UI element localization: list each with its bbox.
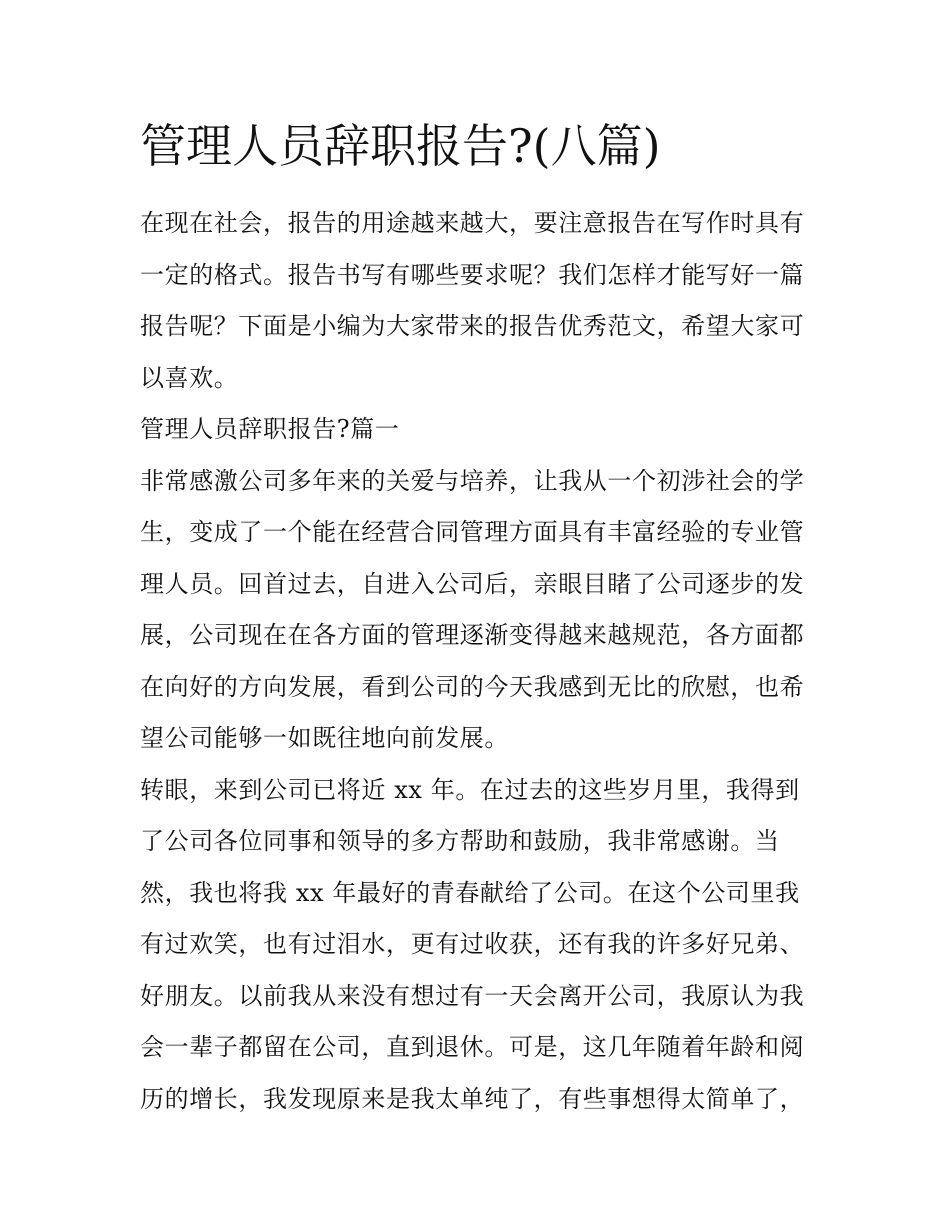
section-heading: 管理人员辞职报告?篇一 bbox=[140, 415, 400, 443]
text-line: 会一辈子都留在公司，直到退休。可是，这几年随着年龄和阅 bbox=[140, 1033, 805, 1061]
text-line: 一定的格式。报告书写有哪些要求呢？我们怎样才能写好一篇 bbox=[140, 260, 805, 289]
page-title: 管理人员辞职报告?(八篇) bbox=[140, 119, 661, 173]
text-line: 理人员。回首过去，自进入公司后，亲眼目睹了公司逐步的发 bbox=[140, 569, 805, 598]
text-line: 有过欢笑，也有过泪水，更有过收获，还有我的许多好兄弟、 bbox=[140, 930, 805, 958]
text-line: 报告呢？下面是小编为大家带来的报告优秀范文，希望大家可 bbox=[140, 312, 805, 340]
text-line: 望公司能够一如既往地向前发展。 bbox=[140, 724, 509, 752]
text-line: 历的增长，我发现原来是我太单纯了，有些事想得太简单了， bbox=[140, 1084, 805, 1113]
text-line: 生，变成了一个能在经营合同管理方面具有丰富经验的专业管 bbox=[140, 518, 805, 546]
text-line: 了公司各位同事和领导的多方帮助和鼓励，我非常感谢。当 bbox=[140, 827, 780, 855]
document-body bbox=[140, 198, 820, 1125]
text-line: 好朋友。以前我从来没有想过有一天会离开公司，我原认为我 bbox=[140, 981, 805, 1010]
text-line: 以喜欢。 bbox=[140, 363, 239, 392]
text-line: 转眼，来到公司已将近 xx 年。在过去的这些岁月里，我得到 bbox=[140, 775, 800, 804]
text-line: 展，公司现在在各方面的管理逐渐变得越来越规范，各方面都 bbox=[140, 621, 805, 649]
text-line: 然，我也将我 xx 年最好的青春献给了公司。在这个公司里我 bbox=[140, 878, 800, 907]
text-line: 在向好的方向发展，看到公司的今天我感到无比的欣慰，也希 bbox=[140, 672, 805, 701]
text-line: 在现在社会，报告的用途越来越大，要注意报告在写作时具有 bbox=[140, 209, 805, 237]
text-line: 非常感激公司多年来的关爱与培养，让我从一个初涉社会的学 bbox=[140, 466, 805, 495]
